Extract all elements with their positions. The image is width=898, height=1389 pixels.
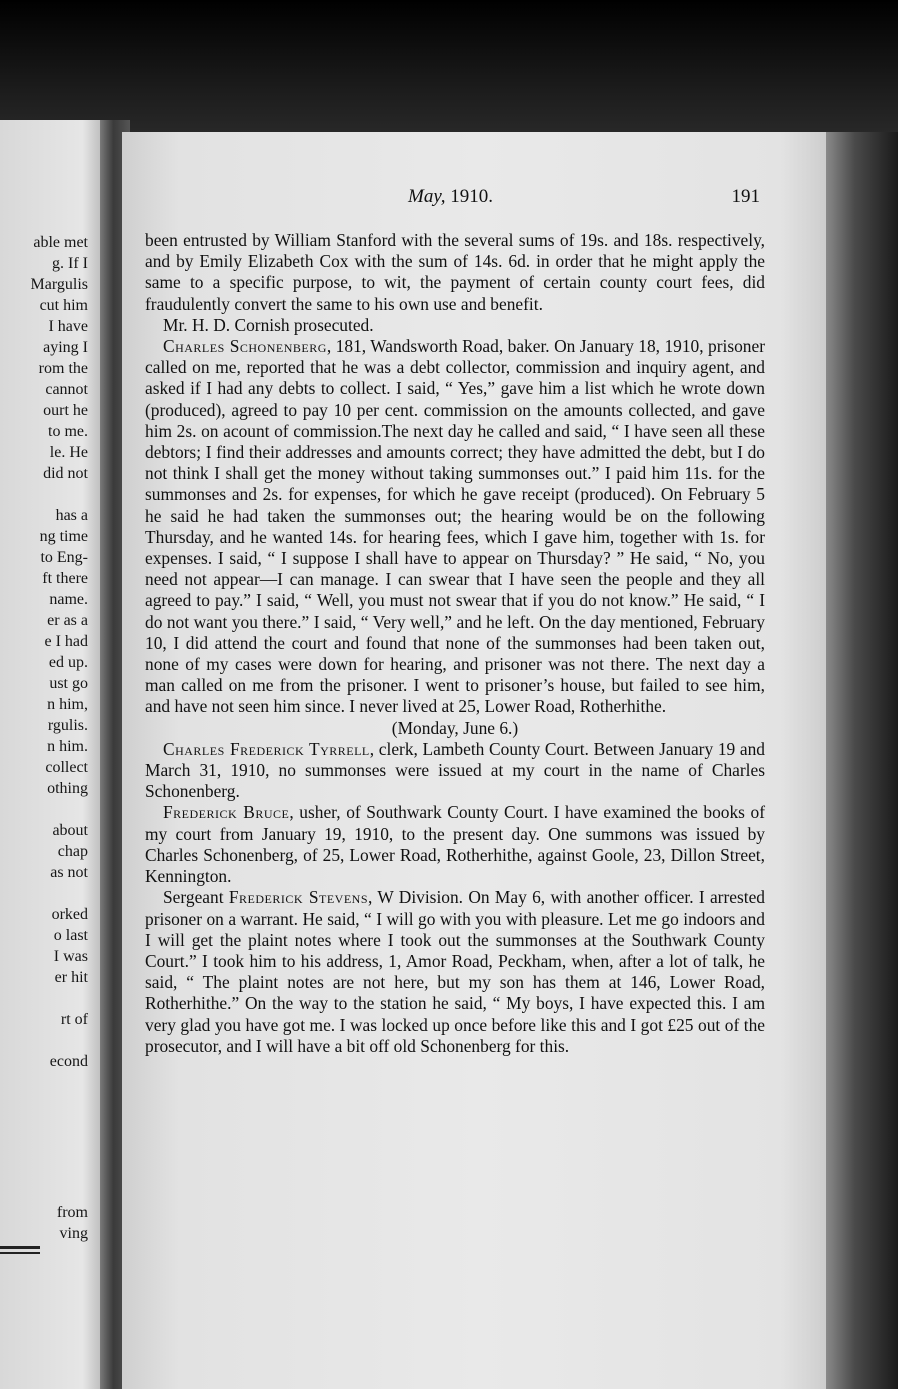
page-number: 191 [731,186,760,207]
left-line [0,799,88,820]
left-line: Margulis [30,276,88,293]
header-date [408,186,493,208]
date-heading: (Monday, June 6.) [391,717,519,738]
paragraph [145,230,765,315]
witness-name: Frederick Bruce [163,802,290,823]
left-line: ving [59,1225,88,1242]
header-month: May, [408,186,446,207]
left-line: from [56,1204,88,1221]
left-line: cannot [45,381,88,398]
paragraph [145,336,765,718]
witness-name: Frederick Stevens [228,887,368,908]
paragraph [145,315,765,336]
left-line: rgulis. [47,717,88,734]
witness-name: Charles Frederick Tyrrell [163,738,370,759]
header-year: 1910. [450,186,493,207]
paragraph-text: , 181, Wandsworth Road, baker. On January 18, 1910, prisoner called on me, reported that he was a debt collector, commission and inquiry agent, and asked if I had any debts to collect. I said, “ Yes,” gave him a list which he wrote down (produced), agreed to pay 10 per cent. commission on the amounts collected, and gave him 2s. on acount of commission.The next day he called and said, “ I have seen all these debtors; I find their addresses and amounts correct; they have admitted the debt, but I do not think I shall get the money without taking summonses out.” I paid him 11s. for the summonses and 2s. for expenses, for which he gave receipt (produced). On February 5 he said he had taken the summonses out; the hearing would be on the following Thursday, and he wanted 14s. for hearing fees, which I gave him, together with 1s. for expenses. I said, “ I suppose I shall have to appear on Thursday? ” He said, “ No, you need not appear—I can manage. I can swear that I have seen the people and they all agreed to pay.” I said, “ Well, you must not swear that if you do not know.” He said, “ I do not want you there.” I said, “ Very well,” and he left. On the day mentioned, February 10, I did attend the court and found that none of the summonses had been taken out, none of my cases were down for hearing, and prisoner was not there. The next day a man called on me from the prisoner. I went to prisoner’s house, but failed to see him, and have not seen him since. I never lived at 25, Lower Road, Rotherhithe. [145,336,765,717]
left-line: aying I [43,339,88,356]
left-line: le. He [49,444,88,461]
left-line: econd [49,1053,88,1070]
left-line [0,484,88,505]
left-line: rt of [60,1011,88,1028]
left-line: othing [47,780,88,797]
left-line: able met [33,234,88,251]
left-line: ust go [49,675,88,692]
left-line: er hit [54,969,88,986]
running-header [300,186,760,214]
witness-name: Charles Schonenberg [163,336,327,357]
left-line: cut him [39,297,88,314]
left-line: ed up. [48,654,88,671]
left-gap [0,1072,88,1202]
paragraph-text: , usher, of Southwark County Court. I have examined the books of my court from January 19, 1910, to the present day. One summons was issued by Charles Schonenberg, of 25, Lower Road, Rotherhithe, against Goole, 23, Dillon Street, Kennington. [145,802,766,887]
page-body [145,230,765,1057]
divider-rule [0,1246,40,1249]
left-line: er as a [47,612,88,629]
left-line [0,1030,88,1051]
left-line: has a [55,507,88,524]
left-line: ng time [39,528,88,545]
left-line: to Eng- [40,549,88,566]
left-line: rom the [38,360,88,377]
left-line: did not [43,465,88,482]
paragraph [145,802,765,887]
left-page-text [0,232,88,1244]
left-line: n him, [47,696,88,713]
left-line: to me. [48,423,88,440]
left-line: collect [45,759,88,776]
paragraph [145,739,765,803]
scan-background-top [0,0,898,140]
left-line [0,883,88,904]
left-line: n him. [47,738,88,755]
paragraph-text: , clerk, Lambeth County Court. Between January 19 and March 31, 1910, no summonses were issued at my court in the name of Charles Schonenberg. [145,738,766,802]
left-line: orked [51,906,88,923]
left-line: about [52,822,88,839]
paragraph-text: , W Division. On May 6, with another officer. I arrested prisoner on a warrant. He said, “ I will go with you with pleasure. Let me go indoors and I will get the plaint notes where I took out the summonses at the Southwark County Court.” I took him to his address, 1, Amor Road, Peckham, when, after a lot of talk, he said, “ The plaint notes are not here, but my son has them at 146, Lower Road, Rotherhithe.” On the way to the station he said, “ My boys, I have expected this. I am very glad you have got me. I was locked up once before like this and I got £25 out of the prosecutor, and I will have a bit off old Schonenberg for this. [145,887,765,1056]
paragraph-text: been entrusted by William Stanford with the several sums of 19s. and 18s. respectively, and by Emily Elizabeth Cox with the sum of 14s. 6d. in order that he might apply the same to a specific purpose, to wit, the payment of certain county court fees, did fraudulently convert the same to his own use and benefit. [145,230,765,314]
paragraph-text: Mr. H. D. Cornish prosecuted. [163,314,374,335]
left-line: e I had [44,633,88,650]
left-line: as not [50,864,88,881]
witness-title: Sergeant [163,887,229,908]
left-line: o last [53,927,88,944]
paragraph [145,887,765,1057]
left-line: chap [57,843,88,860]
left-line: I was [53,948,88,965]
left-line: name. [49,591,88,608]
left-line: I have [48,318,88,335]
page-edge-shadow [826,132,898,1389]
left-line: ft there [42,570,88,587]
left-line: g. If I [52,255,88,272]
divider-rule [0,1252,40,1254]
left-line [0,988,88,1009]
left-line: ourt he [43,402,88,419]
